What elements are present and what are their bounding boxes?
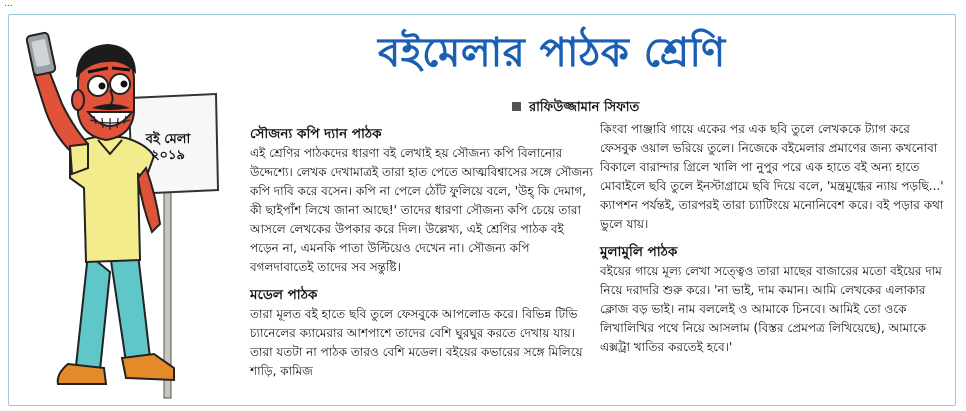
section-heading-model: মডেল পাঠক bbox=[250, 287, 318, 303]
signboard-label bbox=[140, 132, 196, 164]
right-leg bbox=[110, 254, 150, 362]
section-body-model-continued: কিংবা পাঞ্জাবি গায়ে একের পর এক ছবি তুলে লেখককে ট্যাগ করে ফেসবুক ওয়াল ভরিয়ে তুলে। নিজেকে বইমেলার প্রমাণের জন্য কখনোবা বিকালে বারান্দার গ্রিলে খালি পা নুপুর পরে এক হাতে বই অন্য হাতে মোবাইলে ছবি তুলে ইনস্টাগ্রামে ছবি দিয়ে বলে, 'মন্ত্রমুগ্ধের ন্যায় পড়ছি...' ক্যাপশন পর্যন্তই, তারপরই তারা চ্যাটিংয়ে মনোনিবেশ করে। বই পড়ার কথা ভুলে যায়। bbox=[600, 122, 944, 231]
cartoon-illustration bbox=[14, 28, 224, 404]
sign-line-2: ২০১৯ bbox=[151, 148, 185, 163]
byline bbox=[512, 98, 639, 119]
author-name: রাফিউজ্জামান সিফাত bbox=[529, 100, 640, 115]
top-clipped-text-strip: ... bbox=[4, 0, 13, 9]
left-leg bbox=[76, 254, 110, 370]
headline: বইমেলার পাঠক শ্রেণি bbox=[378, 30, 726, 76]
section-body-model: তারা মূলত বই হাতে ছবি তুলে ফেসবুকে আপলোড করে। বিভিন্ন টিভি চ্যানেলের ক্যামেরার আশপাশে তাদের বেশি ঘুরঘুর করতে দেখায় যায়। তারা যতটা না পাঠক তারও বেশি মডেল। বইয়ের কভারের সঙ্গে মিলিয়ে শাড়ি, কামিজ bbox=[250, 307, 583, 378]
sign-line-1: বই মেলা bbox=[145, 132, 191, 147]
section-body-courtesy: এই শ্রেণির পাঠকদের ধারণা বই লেখাই হয় সৌজন্য কপি বিলানোর উদ্দেশ্যে। লেখক দেখামাত্রই তারা হাত পেতে আত্মবিশ্বাসের সঙ্গে সৌজন্য কপি দাবি করে বসেন। কপি না পেলে ঠোঁট ফুলিয়ে বলে, 'উহ্ কি দেমাগ, কী ছাইপাঁশ লিখে জানা আছে!' তাদের ধারণা সৌজন্য কপি চেয়ে তারা আসলে লেখকের উপকার করে দিল। উল্লেখ্য, এই শ্রেণির পাঠক বই পড়েন না, এমনকি পাতা উল্টিয়েও দেখেন না। সৌজন্য কপি বগলদাবাতেই তাদের সব সন্তুষ্টি। bbox=[250, 146, 593, 274]
article-column-1 bbox=[250, 124, 596, 381]
article-column-2 bbox=[600, 120, 945, 357]
section-body-bargain: বইয়ের গায়ে মূল্য লেখা সত্ত্বেও তারা মাছের বাজারের মতো বইয়ের দাম নিয়ে দরাদরি শুরু করে। 'না ভাই, দাম কমান। আমি লেখকের এলাকার ক্লোজ বড় ভাই। নাম বললেই ও আমাকে চিনবে। আমিই তো ওকে লিখালিখির পথে নিয়ে আসলাম (বিস্তর প্রেমপত্র লিখিয়েছে), আমাকে এক্সট্রা খাতির করতেই হবে।' bbox=[600, 264, 942, 354]
left-shoe bbox=[58, 364, 106, 384]
section-heading-bargain: মুলামুলি পাঠক bbox=[600, 244, 678, 260]
section-heading-courtesy: সৌজন্য কপি দ্যান পাঠক bbox=[250, 126, 382, 142]
byline-square-icon bbox=[512, 102, 521, 111]
